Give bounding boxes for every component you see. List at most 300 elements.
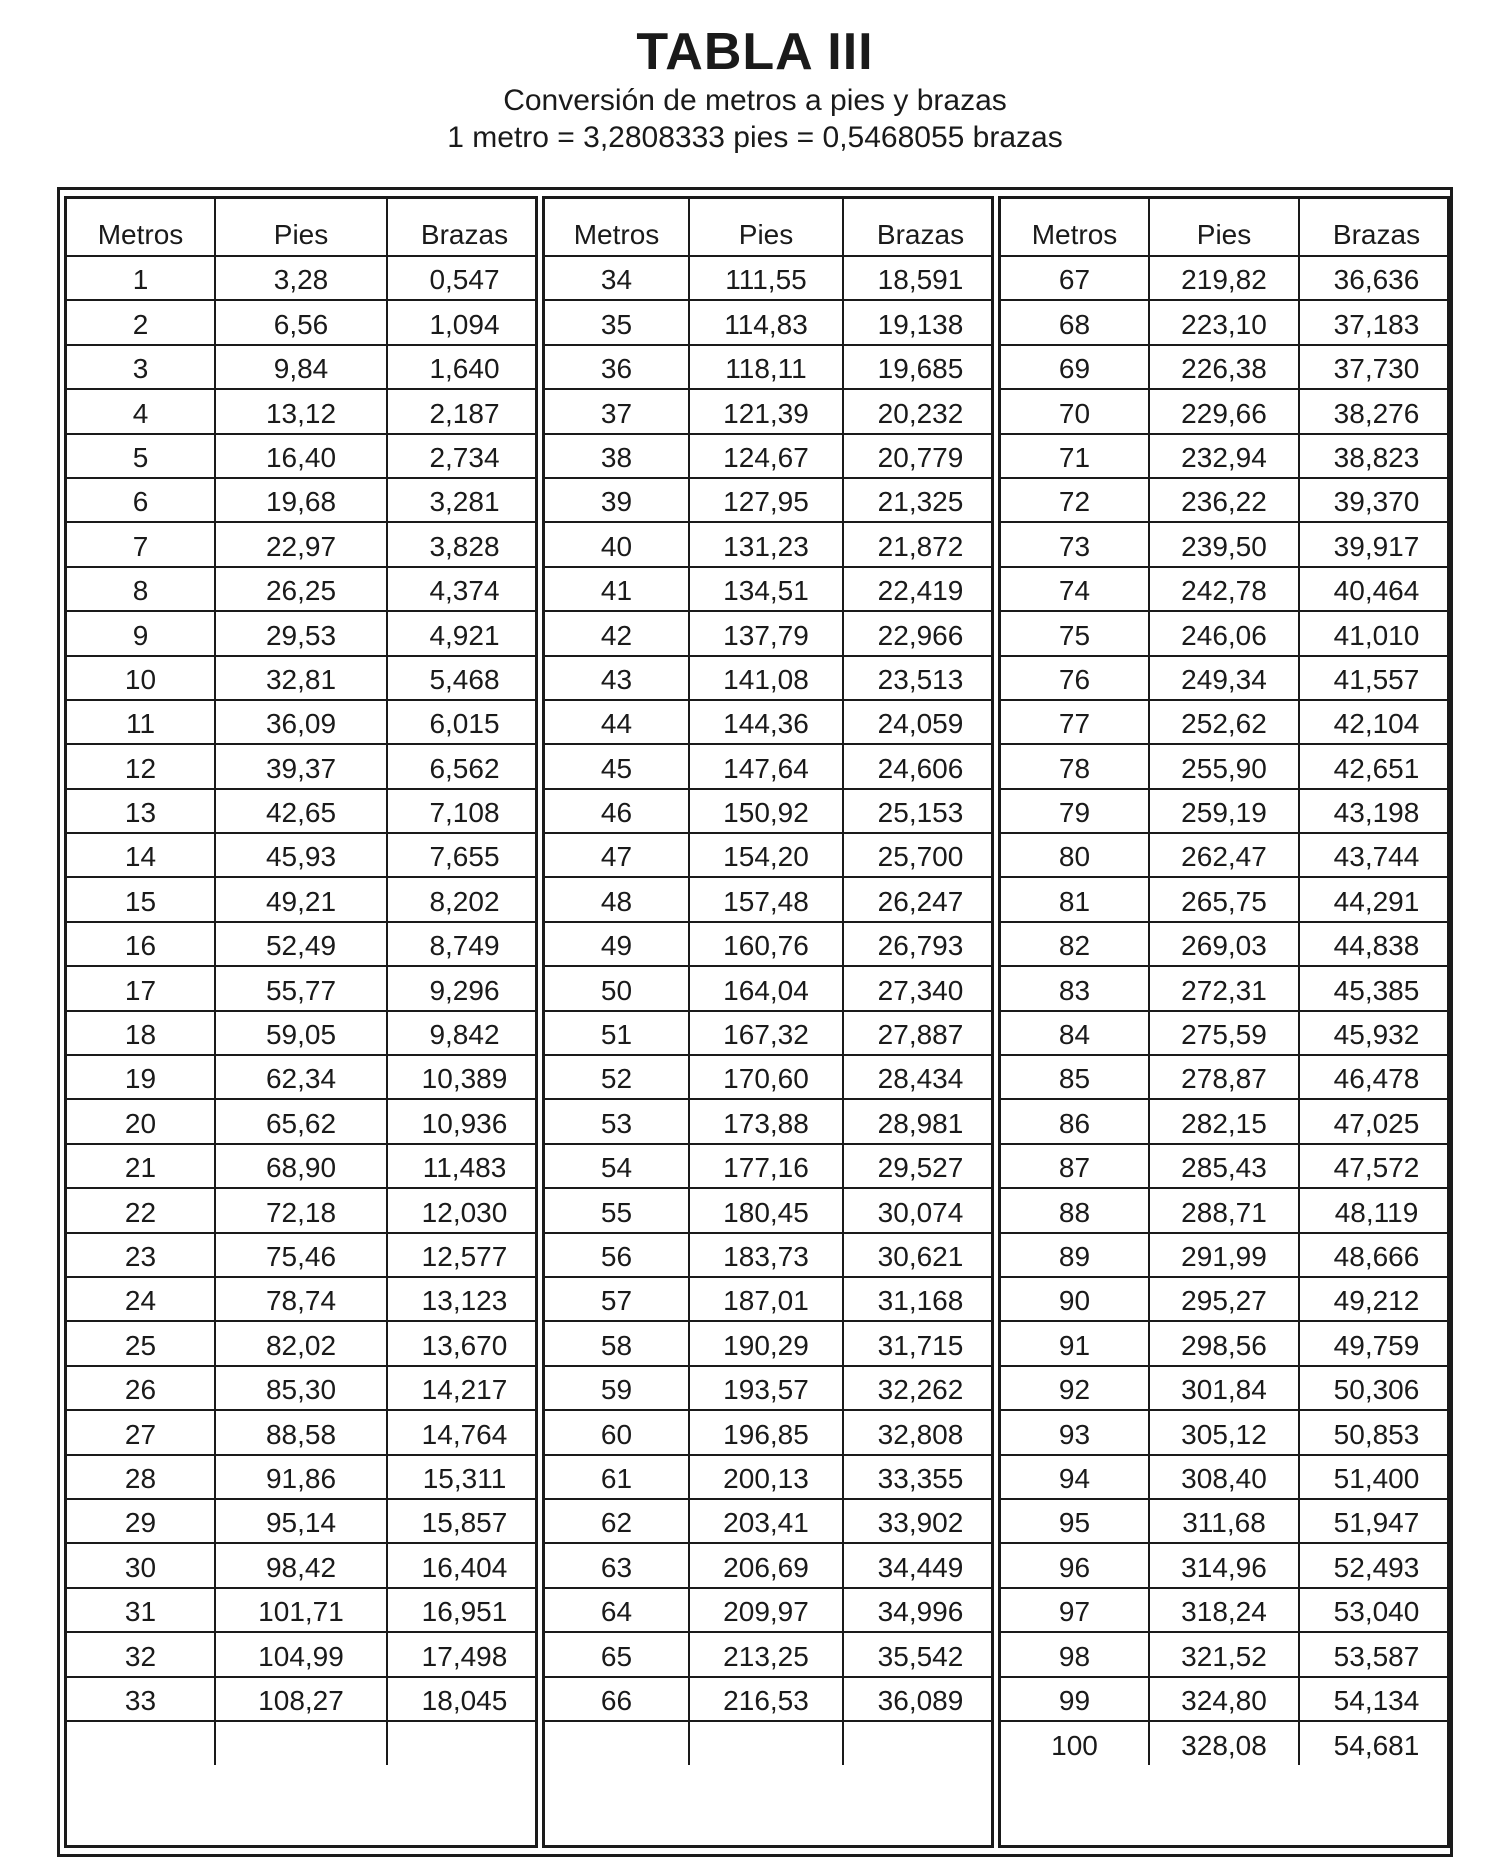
pies-cell: 203,41 — [689, 1499, 843, 1543]
document-header — [0, 22, 1510, 156]
table-row — [67, 345, 538, 389]
conversion-formula: 1 metro = 3,2808333 pies = 0,5468055 brazas — [447, 121, 1063, 154]
pies-cell: 173,88 — [689, 1099, 843, 1143]
metros-cell: 89 — [1001, 1233, 1149, 1277]
table-row — [545, 922, 994, 966]
metros-cell: 57 — [545, 1277, 689, 1321]
pies-cell: 131,23 — [689, 522, 843, 566]
brazas-cell: 8,749 — [387, 922, 538, 966]
table-row — [1001, 256, 1450, 300]
pies-cell: 265,75 — [1149, 877, 1299, 921]
conversion-table — [67, 199, 538, 1765]
table-row — [67, 478, 538, 522]
pies-cell: 19,68 — [215, 478, 387, 522]
pies-cell: 314,96 — [1149, 1543, 1299, 1587]
brazas-cell: 16,951 — [387, 1588, 538, 1632]
brazas-cell: 5,468 — [387, 656, 538, 700]
table-row — [67, 1011, 538, 1055]
pies-cell: 91,86 — [215, 1455, 387, 1499]
table-row — [545, 1188, 994, 1232]
metros-cell: 84 — [1001, 1011, 1149, 1055]
table-block-1 — [64, 196, 538, 1848]
pies-cell: 183,73 — [689, 1233, 843, 1277]
table-row — [1001, 611, 1450, 655]
metros-cell: 9 — [67, 611, 215, 655]
table-row — [67, 1277, 538, 1321]
pies-cell: 108,27 — [215, 1677, 387, 1721]
metros-cell: 78 — [1001, 744, 1149, 788]
table-row — [545, 1099, 994, 1143]
pies-cell: 269,03 — [1149, 922, 1299, 966]
pies-cell: 42,65 — [215, 789, 387, 833]
pies-cell: 249,34 — [1149, 656, 1299, 700]
pies-cell: 252,62 — [1149, 700, 1299, 744]
table-row — [545, 700, 994, 744]
pies-cell: 275,59 — [1149, 1011, 1299, 1055]
table-row — [1001, 1099, 1450, 1143]
brazas-cell: 52,493 — [1299, 1543, 1450, 1587]
table-row — [1001, 1543, 1450, 1587]
metros-cell: 42 — [545, 611, 689, 655]
brazas-cell: 33,355 — [843, 1455, 994, 1499]
pies-cell: 298,56 — [1149, 1321, 1299, 1365]
brazas-cell: 9,296 — [387, 966, 538, 1010]
brazas-cell: 13,123 — [387, 1277, 538, 1321]
column-header: Pies — [215, 199, 387, 256]
table-row — [67, 1499, 538, 1543]
pies-cell: 236,22 — [1149, 478, 1299, 522]
metros-cell: 66 — [545, 1677, 689, 1721]
pies-cell: 22,97 — [215, 522, 387, 566]
table-row — [545, 1677, 994, 1721]
brazas-cell: 7,108 — [387, 789, 538, 833]
brazas-cell: 19,138 — [843, 300, 994, 344]
brazas-cell: 40,464 — [1299, 567, 1450, 611]
pies-cell: 324,80 — [1149, 1677, 1299, 1721]
metros-cell: 95 — [1001, 1499, 1149, 1543]
pies-cell: 232,94 — [1149, 434, 1299, 478]
header-row — [545, 199, 994, 256]
table-row — [1001, 478, 1450, 522]
metros-cell: 62 — [545, 1499, 689, 1543]
metros-cell: 26 — [67, 1366, 215, 1410]
brazas-cell: 47,025 — [1299, 1099, 1450, 1143]
column-header: Metros — [67, 199, 215, 256]
pies-cell: 121,39 — [689, 389, 843, 433]
metros-cell: 21 — [67, 1144, 215, 1188]
pies-cell: 226,38 — [1149, 345, 1299, 389]
metros-cell: 24 — [67, 1277, 215, 1321]
pies-cell: 167,32 — [689, 1011, 843, 1055]
column-header: Metros — [1001, 199, 1149, 256]
metros-cell: 86 — [1001, 1099, 1149, 1143]
table-row — [67, 300, 538, 344]
metros-cell: 94 — [1001, 1455, 1149, 1499]
metros-cell: 3 — [67, 345, 215, 389]
metros-cell: 51 — [545, 1011, 689, 1055]
brazas-cell: 53,587 — [1299, 1632, 1450, 1676]
pies-cell: 164,04 — [689, 966, 843, 1010]
metros-cell: 99 — [1001, 1677, 1149, 1721]
brazas-cell: 21,872 — [843, 522, 994, 566]
metros-cell: 5 — [67, 434, 215, 478]
pies-cell: 124,67 — [689, 434, 843, 478]
brazas-cell: 27,340 — [843, 966, 994, 1010]
metros-cell: 35 — [545, 300, 689, 344]
table-row — [545, 1543, 994, 1587]
table-row — [1001, 1188, 1450, 1232]
brazas-cell: 31,715 — [843, 1321, 994, 1365]
pies-cell — [215, 1721, 387, 1765]
metros-cell: 10 — [67, 656, 215, 700]
pies-cell: 118,11 — [689, 345, 843, 389]
metros-cell: 28 — [67, 1455, 215, 1499]
table-row — [67, 1588, 538, 1632]
pies-cell: 13,12 — [215, 389, 387, 433]
pies-cell: 52,49 — [215, 922, 387, 966]
brazas-cell: 13,670 — [387, 1321, 538, 1365]
metros-cell: 69 — [1001, 345, 1149, 389]
brazas-cell: 28,434 — [843, 1055, 994, 1099]
table-row — [1001, 1588, 1450, 1632]
pies-cell: 160,76 — [689, 922, 843, 966]
table-row — [1001, 1321, 1450, 1365]
pies-cell: 55,77 — [215, 966, 387, 1010]
brazas-cell: 45,932 — [1299, 1011, 1450, 1055]
table-row — [1001, 1011, 1450, 1055]
metros-cell: 91 — [1001, 1321, 1149, 1365]
pies-cell: 301,84 — [1149, 1366, 1299, 1410]
metros-cell: 64 — [545, 1588, 689, 1632]
table-row — [67, 1321, 538, 1365]
brazas-cell: 15,857 — [387, 1499, 538, 1543]
brazas-cell: 14,764 — [387, 1410, 538, 1454]
pies-cell: 49,21 — [215, 877, 387, 921]
pies-cell: 127,95 — [689, 478, 843, 522]
metros-cell: 47 — [545, 833, 689, 877]
metros-cell: 22 — [67, 1188, 215, 1232]
pies-cell: 144,36 — [689, 700, 843, 744]
metros-cell: 13 — [67, 789, 215, 833]
table-row — [67, 922, 538, 966]
table-row — [1001, 1677, 1450, 1721]
table-row — [1001, 1144, 1450, 1188]
pies-cell: 272,31 — [1149, 966, 1299, 1010]
table-row — [545, 1588, 994, 1632]
metros-cell: 41 — [545, 567, 689, 611]
brazas-cell: 4,921 — [387, 611, 538, 655]
pies-cell: 141,08 — [689, 656, 843, 700]
metros-cell: 52 — [545, 1055, 689, 1099]
pies-cell: 193,57 — [689, 1366, 843, 1410]
pies-cell: 147,64 — [689, 744, 843, 788]
pies-cell: 68,90 — [215, 1144, 387, 1188]
metros-cell: 50 — [545, 966, 689, 1010]
metros-cell: 48 — [545, 877, 689, 921]
column-header: Brazas — [387, 199, 538, 256]
table-row — [545, 1233, 994, 1277]
brazas-cell: 34,449 — [843, 1543, 994, 1587]
table-row — [545, 966, 994, 1010]
table-row — [67, 1543, 538, 1587]
brazas-cell: 38,276 — [1299, 389, 1450, 433]
metros-cell: 75 — [1001, 611, 1149, 655]
metros-cell: 53 — [545, 1099, 689, 1143]
table-row — [545, 434, 994, 478]
pies-cell: 259,19 — [1149, 789, 1299, 833]
pies-cell: 180,45 — [689, 1188, 843, 1232]
pies-cell: 157,48 — [689, 877, 843, 921]
brazas-cell: 14,217 — [387, 1366, 538, 1410]
metros-cell: 97 — [1001, 1588, 1149, 1632]
table-row — [545, 1321, 994, 1365]
metros-cell: 19 — [67, 1055, 215, 1099]
brazas-cell — [387, 1721, 538, 1765]
metros-cell: 54 — [545, 1144, 689, 1188]
brazas-cell: 32,262 — [843, 1366, 994, 1410]
brazas-cell: 24,059 — [843, 700, 994, 744]
pies-cell: 308,40 — [1149, 1455, 1299, 1499]
table-row — [1001, 700, 1450, 744]
column-header: Pies — [1149, 199, 1299, 256]
table-row — [1001, 300, 1450, 344]
brazas-cell: 28,981 — [843, 1099, 994, 1143]
pies-cell: 3,28 — [215, 256, 387, 300]
pies-cell: 137,79 — [689, 611, 843, 655]
brazas-cell: 50,853 — [1299, 1410, 1450, 1454]
brazas-cell: 21,325 — [843, 478, 994, 522]
brazas-cell: 42,651 — [1299, 744, 1450, 788]
metros-cell: 7 — [67, 522, 215, 566]
brazas-cell: 49,759 — [1299, 1321, 1450, 1365]
metros-cell: 34 — [545, 256, 689, 300]
metros-cell: 72 — [1001, 478, 1149, 522]
table-row — [1001, 1632, 1450, 1676]
brazas-cell: 12,577 — [387, 1233, 538, 1277]
pies-cell: 82,02 — [215, 1321, 387, 1365]
metros-cell: 90 — [1001, 1277, 1149, 1321]
table-subtitle: Conversión de metros a pies y brazas — [503, 84, 1007, 117]
pies-cell: 246,06 — [1149, 611, 1299, 655]
pies-cell: 134,51 — [689, 567, 843, 611]
metros-cell: 93 — [1001, 1410, 1149, 1454]
brazas-cell: 6,562 — [387, 744, 538, 788]
table-row — [545, 300, 994, 344]
metros-cell: 43 — [545, 656, 689, 700]
table-row — [67, 833, 538, 877]
pies-cell: 98,42 — [215, 1543, 387, 1587]
table-row — [1001, 1055, 1450, 1099]
brazas-cell — [843, 1721, 994, 1765]
brazas-cell: 53,040 — [1299, 1588, 1450, 1632]
metros-cell: 14 — [67, 833, 215, 877]
table-row — [67, 656, 538, 700]
brazas-cell: 36,636 — [1299, 256, 1450, 300]
pies-cell: 200,13 — [689, 1455, 843, 1499]
table-row — [1001, 789, 1450, 833]
pies-cell: 95,14 — [215, 1499, 387, 1543]
metros-cell: 39 — [545, 478, 689, 522]
table-row — [1001, 922, 1450, 966]
table-row — [545, 1721, 994, 1765]
metros-cell: 38 — [545, 434, 689, 478]
metros-cell: 56 — [545, 1233, 689, 1277]
table-row — [67, 966, 538, 1010]
table-block-2 — [542, 196, 994, 1848]
brazas-cell: 20,232 — [843, 389, 994, 433]
brazas-cell: 54,134 — [1299, 1677, 1450, 1721]
table-row — [67, 1188, 538, 1232]
metros-cell: 80 — [1001, 833, 1149, 877]
pies-cell: 262,47 — [1149, 833, 1299, 877]
metros-cell: 98 — [1001, 1632, 1149, 1676]
metros-cell: 36 — [545, 345, 689, 389]
table-row — [545, 611, 994, 655]
column-header: Metros — [545, 199, 689, 256]
brazas-cell: 1,094 — [387, 300, 538, 344]
table-row — [1001, 1410, 1450, 1454]
brazas-cell: 51,947 — [1299, 1499, 1450, 1543]
pies-cell: 29,53 — [215, 611, 387, 655]
pies-cell: 170,60 — [689, 1055, 843, 1099]
metros-cell: 82 — [1001, 922, 1149, 966]
table-row — [1001, 1233, 1450, 1277]
pies-cell: 6,56 — [215, 300, 387, 344]
table-row — [67, 611, 538, 655]
pies-cell: 39,37 — [215, 744, 387, 788]
pies-cell: 321,52 — [1149, 1632, 1299, 1676]
metros-cell: 63 — [545, 1543, 689, 1587]
brazas-cell: 46,478 — [1299, 1055, 1450, 1099]
brazas-cell: 44,291 — [1299, 877, 1450, 921]
brazas-cell: 51,400 — [1299, 1455, 1450, 1499]
pies-cell: 85,30 — [215, 1366, 387, 1410]
metros-cell: 68 — [1001, 300, 1149, 344]
pies-cell: 255,90 — [1149, 744, 1299, 788]
brazas-cell: 16,404 — [387, 1543, 538, 1587]
conversion-table-frame — [57, 187, 1453, 1857]
table-row — [1001, 567, 1450, 611]
metros-cell — [67, 1721, 215, 1765]
table-row — [67, 1721, 538, 1765]
pies-cell: 9,84 — [215, 345, 387, 389]
metros-cell: 1 — [67, 256, 215, 300]
brazas-cell: 17,498 — [387, 1632, 538, 1676]
table-row — [1001, 656, 1450, 700]
pies-cell — [689, 1721, 843, 1765]
metros-cell: 6 — [67, 478, 215, 522]
table-row — [545, 877, 994, 921]
metros-cell: 73 — [1001, 522, 1149, 566]
brazas-cell: 2,734 — [387, 434, 538, 478]
table-row — [67, 789, 538, 833]
pies-cell: 242,78 — [1149, 567, 1299, 611]
table-row — [545, 656, 994, 700]
brazas-cell: 54,681 — [1333, 1730, 1420, 1762]
brazas-cell: 37,183 — [1299, 300, 1450, 344]
metros-cell: 65 — [545, 1632, 689, 1676]
metros-cell: 23 — [67, 1233, 215, 1277]
table-row — [545, 789, 994, 833]
metros-cell: 100 — [1001, 1721, 1149, 1765]
table-row — [545, 522, 994, 566]
brazas-cell: 41,010 — [1299, 611, 1450, 655]
pies-cell: 26,25 — [215, 567, 387, 611]
pies-cell: 278,87 — [1149, 1055, 1299, 1099]
brazas-cell: 29,527 — [843, 1144, 994, 1188]
pies-cell: 285,43 — [1149, 1144, 1299, 1188]
table-row — [545, 256, 994, 300]
pies-cell: 328,08 — [1149, 1721, 1299, 1765]
brazas-cell: 18,045 — [387, 1677, 538, 1721]
brazas-cell: 23,513 — [843, 656, 994, 700]
metros-cell: 96 — [1001, 1543, 1149, 1587]
brazas-cell: 22,966 — [843, 611, 994, 655]
brazas-cell: 49,212 — [1299, 1277, 1450, 1321]
pies-cell: 295,27 — [1149, 1277, 1299, 1321]
table-row — [67, 434, 538, 478]
table-row — [67, 1099, 538, 1143]
metros-cell: 16 — [67, 922, 215, 966]
table-row — [545, 1499, 994, 1543]
pies-cell: 291,99 — [1149, 1233, 1299, 1277]
table-row — [67, 256, 538, 300]
table-row — [67, 1632, 538, 1676]
metros-cell: 85 — [1001, 1055, 1149, 1099]
pies-cell: 78,74 — [215, 1277, 387, 1321]
metros-cell: 37 — [545, 389, 689, 433]
table-row — [1001, 1499, 1450, 1543]
table-row — [67, 700, 538, 744]
brazas-cell: 3,281 — [387, 478, 538, 522]
brazas-cell: 25,700 — [843, 833, 994, 877]
brazas-cell: 35,542 — [843, 1632, 994, 1676]
table-row — [67, 1677, 538, 1721]
table-row — [67, 877, 538, 921]
table-row — [1001, 744, 1450, 788]
pies-cell: 219,82 — [1149, 256, 1299, 300]
metros-cell: 30 — [67, 1543, 215, 1587]
metros-cell: 87 — [1001, 1144, 1149, 1188]
metros-cell: 15 — [67, 877, 215, 921]
table-row — [1001, 966, 1450, 1010]
table-row — [545, 567, 994, 611]
table-row — [545, 1366, 994, 1410]
metros-cell: 77 — [1001, 700, 1149, 744]
table-row — [1001, 434, 1450, 478]
pies-cell: 318,24 — [1149, 1588, 1299, 1632]
metros-cell: 18 — [67, 1011, 215, 1055]
pies-cell: 311,68 — [1149, 1499, 1299, 1543]
metros-cell: 67 — [1001, 256, 1149, 300]
table-row — [545, 744, 994, 788]
brazas-cell: 10,389 — [387, 1055, 538, 1099]
metros-cell: 49 — [545, 922, 689, 966]
pies-cell: 150,92 — [689, 789, 843, 833]
table-row — [545, 1410, 994, 1454]
brazas-cell: 25,153 — [843, 789, 994, 833]
metros-cell: 74 — [1001, 567, 1149, 611]
brazas-cell: 32,808 — [843, 1410, 994, 1454]
metros-cell: 31 — [67, 1588, 215, 1632]
brazas-cell: 26,793 — [843, 922, 994, 966]
table-block-3 — [998, 196, 1450, 1848]
table-row — [67, 389, 538, 433]
brazas-cell: 44,838 — [1299, 922, 1450, 966]
metros-cell: 55 — [545, 1188, 689, 1232]
brazas-cell: 26,247 — [843, 877, 994, 921]
pies-cell: 36,09 — [215, 700, 387, 744]
